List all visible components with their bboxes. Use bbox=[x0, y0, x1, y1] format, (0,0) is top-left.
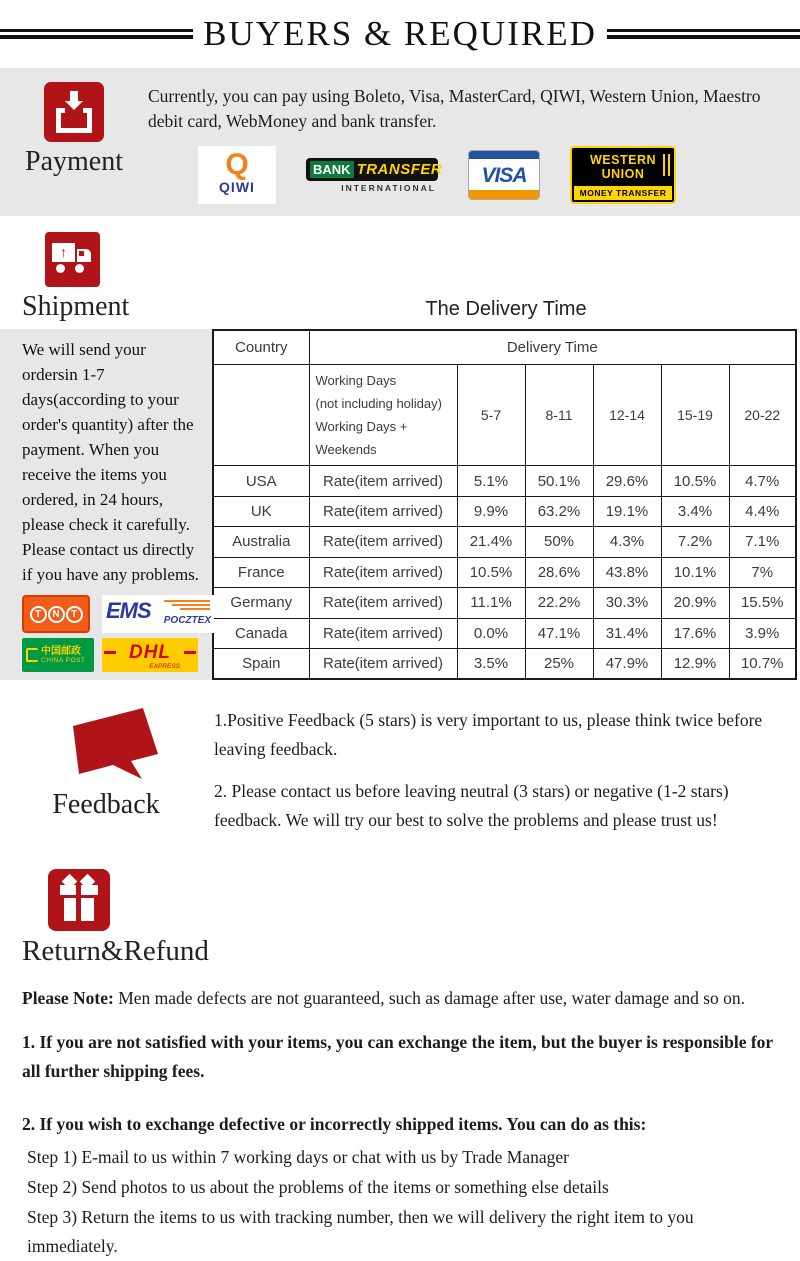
table-row-uk bbox=[213, 496, 796, 526]
rate-value: 43.8% bbox=[593, 557, 661, 587]
carrier-logos bbox=[22, 595, 211, 672]
rate-value: 7.1% bbox=[729, 527, 796, 557]
rate-value: 31.4% bbox=[593, 618, 661, 648]
rate-label-cell: Rate(item arrived) bbox=[309, 649, 457, 679]
rate-label-cell: Rate(item arrived) bbox=[309, 527, 457, 557]
payment-icon bbox=[44, 82, 104, 142]
page-title: BUYERS & REQUIRED bbox=[203, 14, 597, 53]
return-refund-label: Return&Refund bbox=[22, 935, 209, 967]
rate-value: 15.5% bbox=[729, 588, 796, 618]
dhl-logo: DHL EXPRESS bbox=[102, 638, 198, 672]
rate-value: 29.6% bbox=[593, 466, 661, 496]
qiwi-logo: Q QIWI bbox=[198, 146, 276, 204]
feedback-section bbox=[0, 702, 800, 835]
rate-label-cell: Rate(item arrived) bbox=[309, 588, 457, 618]
bank-transfer-logo: BANK TRANSFER INTERNATIONAL bbox=[306, 158, 438, 193]
shipment-heading bbox=[0, 232, 800, 323]
page-header bbox=[0, 0, 800, 68]
feedback-label: Feedback bbox=[52, 789, 160, 820]
return-point-1: 1. If you are not satisfied with your items, you can exchange the item, but the buyer is responsible for all further shipping fees. bbox=[22, 1032, 773, 1081]
payment-logos bbox=[198, 146, 782, 204]
china-post-emblem-icon bbox=[26, 648, 38, 662]
rate-value: 4.3% bbox=[593, 527, 661, 557]
rate-value: 3.4% bbox=[661, 496, 729, 526]
rate-value: 4.4% bbox=[729, 496, 796, 526]
table-row-canada bbox=[213, 618, 796, 648]
delivery-time-table bbox=[212, 329, 797, 680]
day-range: 20-22 bbox=[729, 365, 796, 466]
western-union-logo: WESTERN UNION MONEY TRANSFER bbox=[570, 146, 676, 204]
rate-value: 22.2% bbox=[525, 588, 593, 618]
empty-cell bbox=[213, 365, 309, 466]
rate-value: 10.5% bbox=[457, 557, 525, 587]
rate-label-cell: Rate(item arrived) bbox=[309, 496, 457, 526]
rate-value: 19.1% bbox=[593, 496, 661, 526]
payment-label: Payment bbox=[25, 146, 123, 177]
rate-value: 3.5% bbox=[457, 649, 525, 679]
rate-value: 12.9% bbox=[661, 649, 729, 679]
return-refund-notes bbox=[0, 968, 800, 1261]
day-range: 12-14 bbox=[593, 365, 661, 466]
rate-value: 47.9% bbox=[593, 649, 661, 679]
table-row-germany bbox=[213, 588, 796, 618]
gift-box-icon bbox=[48, 869, 110, 931]
rate-value: 28.6% bbox=[525, 557, 593, 587]
rate-value: 10.5% bbox=[661, 466, 729, 496]
rate-value: 10.1% bbox=[661, 557, 729, 587]
china-post-logo: 中国邮政 CHINA POST bbox=[22, 638, 94, 672]
delivery-time-header: Delivery Time bbox=[309, 330, 796, 365]
shipment-note: We will send your ordersin 1-7 days(according to your order's quantity) after the payment. When you receive the items you ordered, in 24 hours, please check it carefully. Please contact us directly if you have any problems. bbox=[22, 340, 200, 584]
shipment-truck-icon: ↑ bbox=[45, 232, 100, 287]
rate-value: 30.3% bbox=[593, 588, 661, 618]
table-row-australia bbox=[213, 527, 796, 557]
rate-value: 25% bbox=[525, 649, 593, 679]
country-cell: Australia bbox=[213, 527, 309, 557]
feedback-point-1: 1.Positive Feedback (5 stars) is very important to us, please think twice before leaving feedback. bbox=[214, 710, 763, 759]
rate-value: 11.1% bbox=[457, 588, 525, 618]
qiwi-q-icon: Q bbox=[225, 148, 249, 181]
ems-pocztex-logo: EMS POCZTEX bbox=[102, 595, 214, 633]
rate-value: 3.9% bbox=[729, 618, 796, 648]
return-refund-heading bbox=[0, 869, 800, 968]
table-row-usa bbox=[213, 466, 796, 496]
table-row-france bbox=[213, 557, 796, 587]
country-cell: Canada bbox=[213, 618, 309, 648]
feedback-point-2: 2. Please contact us before leaving neutral (3 stars) or negative (1-2 stars) feedback. We will try our best to solve the problems and please trust us! bbox=[214, 781, 729, 830]
rate-value: 63.2% bbox=[525, 496, 593, 526]
rate-value: 50.1% bbox=[525, 466, 593, 496]
shipment-body bbox=[0, 329, 800, 680]
header-rule-right bbox=[607, 29, 800, 39]
rate-label-cell: Rate(item arrived) bbox=[309, 557, 457, 587]
rate-label-cell: Rate(item arrived) bbox=[309, 466, 457, 496]
payment-section bbox=[0, 68, 800, 216]
rate-value: 7.2% bbox=[661, 527, 729, 557]
rate-value: 17.6% bbox=[661, 618, 729, 648]
feedback-bubble-icon bbox=[63, 704, 168, 784]
rate-label-cell: Rate(item arrived) bbox=[309, 618, 457, 648]
country-cell: Germany bbox=[213, 588, 309, 618]
day-range: 15-19 bbox=[661, 365, 729, 466]
visa-logo: VISA bbox=[468, 150, 540, 200]
please-note: Please Note: Men made defects are not guaranteed, such as damage after use, water damage and so on. bbox=[22, 988, 746, 1008]
rate-value: 20.9% bbox=[661, 588, 729, 618]
rate-value: 5.1% bbox=[457, 466, 525, 496]
rate-value: 47.1% bbox=[525, 618, 593, 648]
header-rule-left bbox=[0, 29, 193, 39]
return-step-2: Step 2) Send photos to us about the problems of the items or something else details bbox=[27, 1177, 609, 1197]
table-row-spain bbox=[213, 649, 796, 679]
country-cell: UK bbox=[213, 496, 309, 526]
rate-value: 21.4% bbox=[457, 527, 525, 557]
delivery-time-title: The Delivery Time bbox=[425, 298, 587, 320]
return-point-2: 2. If you wish to exchange defective or incorrectly shipped items. You can do as this: bbox=[22, 1114, 647, 1134]
rate-value: 7% bbox=[729, 557, 796, 587]
please-note-label: Please Note: bbox=[22, 988, 114, 1008]
day-range: 8-11 bbox=[525, 365, 593, 466]
rate-value: 50% bbox=[525, 527, 593, 557]
payment-heading bbox=[0, 78, 148, 216]
rate-value: 10.7% bbox=[729, 649, 796, 679]
working-days-cell: Working Days (not including holiday) Working Days + Weekends bbox=[309, 365, 457, 466]
day-range: 5-7 bbox=[457, 365, 525, 466]
rate-value: 0.0% bbox=[457, 618, 525, 648]
country-header: Country bbox=[213, 330, 309, 365]
country-cell: USA bbox=[213, 466, 309, 496]
return-step-3: Step 3) Return the items to us with tracking number, then we will delivery the right item to you immediately. bbox=[27, 1207, 694, 1256]
tnt-logo: T N T bbox=[22, 595, 90, 633]
rate-value: 9.9% bbox=[457, 496, 525, 526]
return-step-1: Step 1) E-mail to us within 7 working days or chat with us by Trade Manager bbox=[27, 1147, 569, 1167]
shipment-label: Shipment bbox=[22, 291, 130, 322]
shipment-note-block bbox=[0, 329, 212, 680]
country-cell: Spain bbox=[213, 649, 309, 679]
rate-value: 4.7% bbox=[729, 466, 796, 496]
payment-description: Currently, you can pay using Boleto, Visa, MasterCard, QIWI, Western Union, Maestro debit card, WebMoney and bank transfer. bbox=[148, 86, 761, 131]
country-cell: France bbox=[213, 557, 309, 587]
